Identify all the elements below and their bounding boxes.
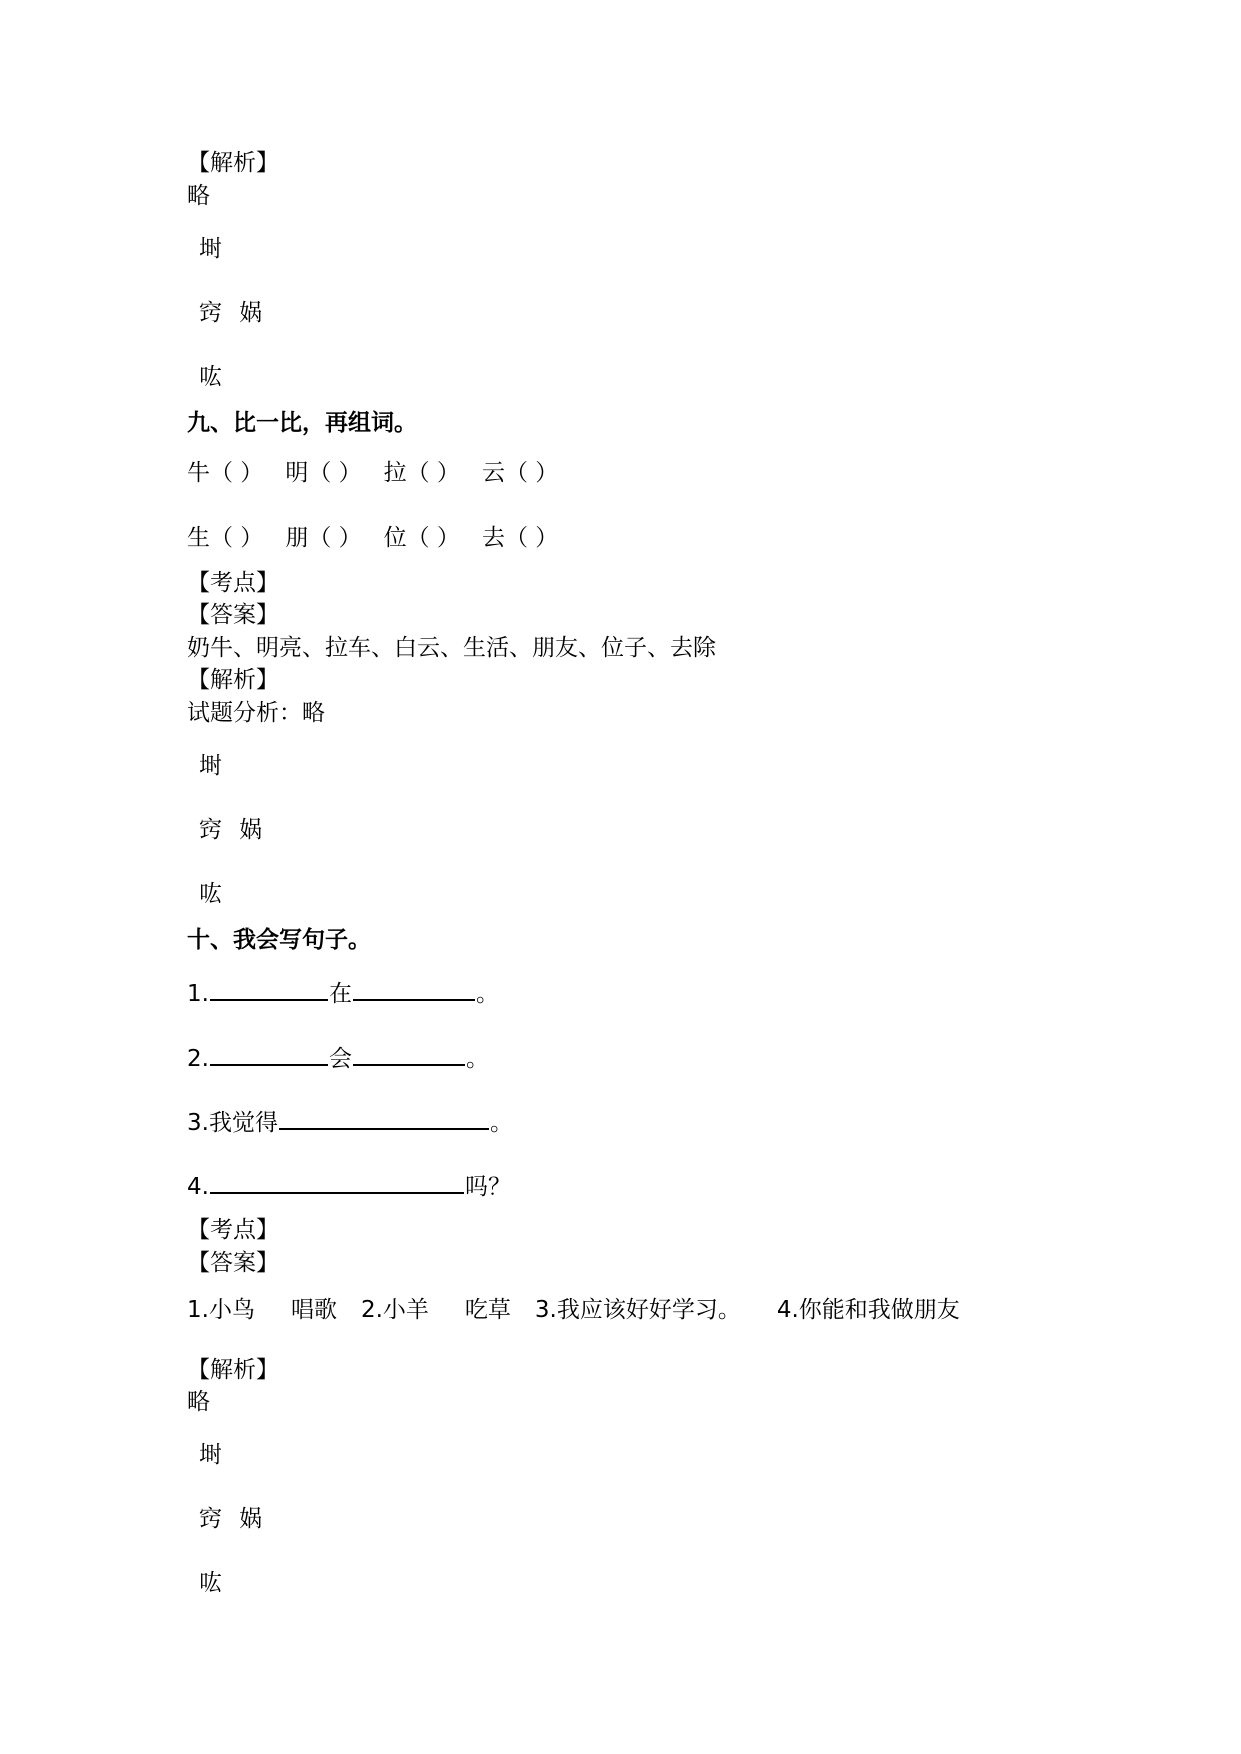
answer-item: 2.小羊 [360, 1297, 429, 1323]
fill-blank[interactable] [210, 1040, 328, 1066]
sentence-end: 。 [489, 1110, 513, 1136]
sentence-number: 2. [187, 1046, 209, 1072]
sentence-word: 在 [328, 981, 352, 1007]
noise-char: 娲 [239, 817, 262, 843]
compare-item: 去（ ） [481, 525, 559, 551]
compare-item: 位（ ） [383, 525, 460, 551]
noise-char: 窍 [199, 1506, 222, 1532]
noise-char: 吰 [199, 881, 222, 907]
question-9-title: 九、比一比，再组词。 [187, 410, 417, 436]
daan-label: 【答案】 [187, 1250, 279, 1276]
fill-blank[interactable] [279, 1104, 489, 1130]
daan-label: 【答案】 [187, 602, 279, 628]
compare-row-2 [187, 523, 558, 553]
sentence-end: 。 [465, 1046, 489, 1072]
noise-char: 吰 [199, 364, 222, 390]
sentence-1 [187, 975, 499, 1009]
noise-char: 窍 [199, 300, 222, 326]
compare-item: 拉（ ） [383, 460, 460, 486]
noise-char: 吰 [199, 1570, 222, 1596]
sentence-word: 会 [328, 1046, 352, 1072]
sentence-end: 吗？ [464, 1174, 511, 1200]
jiexi-text: 略 [187, 1389, 210, 1415]
fill-blank[interactable] [210, 975, 328, 1001]
jiexi-label: 【解析】 [187, 667, 279, 693]
sentence-number: 1. [187, 981, 209, 1007]
jiexi-label: 【解析】 [187, 1357, 279, 1383]
fill-blank[interactable] [353, 1040, 465, 1066]
answer-line [187, 1295, 960, 1325]
answer-text: 奶牛、明亮、拉车、白云、生活、朋友、位子、去除 [187, 635, 716, 661]
compare-row-1 [187, 458, 558, 488]
answer-item: 唱歌 [290, 1297, 337, 1323]
fill-blank[interactable] [210, 1168, 464, 1194]
compare-item: 朋（ ） [285, 525, 362, 551]
noise-char: 娲 [239, 300, 262, 326]
sentence-2 [187, 1040, 489, 1074]
answer-item: 3.我应该好好学习。 [534, 1297, 741, 1323]
noise-char: 埘 [199, 236, 222, 262]
compare-item: 生（ ） [187, 525, 264, 551]
answer-item: 1.小鸟 [187, 1297, 255, 1323]
kaodian-label: 【考点】 [187, 1217, 279, 1243]
noise-char: 窍 [199, 817, 222, 843]
fill-blank[interactable] [353, 975, 475, 1001]
jiexi-label: 【解析】 [187, 150, 279, 176]
jiexi-text: 试题分析：略 [187, 700, 325, 726]
noise-char: 埘 [199, 1442, 222, 1468]
noise-char: 埘 [199, 753, 222, 779]
compare-item: 云（ ） [481, 460, 559, 486]
sentence-3 [187, 1104, 513, 1138]
answer-item: 吃草 [464, 1297, 511, 1323]
sentence-end: 。 [475, 981, 499, 1007]
answer-item: 4.你能和我做朋友 [776, 1297, 960, 1323]
compare-item: 明（ ） [285, 460, 362, 486]
question-10-title: 十、我会写句子。 [187, 927, 371, 953]
compare-item: 牛（ ） [187, 460, 264, 486]
sentence-start: 3.我觉得 [187, 1110, 278, 1136]
sentence-4 [187, 1168, 511, 1202]
sentence-number: 4. [187, 1174, 209, 1200]
jiexi-text: 略 [187, 183, 210, 209]
kaodian-label: 【考点】 [187, 570, 279, 596]
noise-char: 娲 [239, 1506, 262, 1532]
